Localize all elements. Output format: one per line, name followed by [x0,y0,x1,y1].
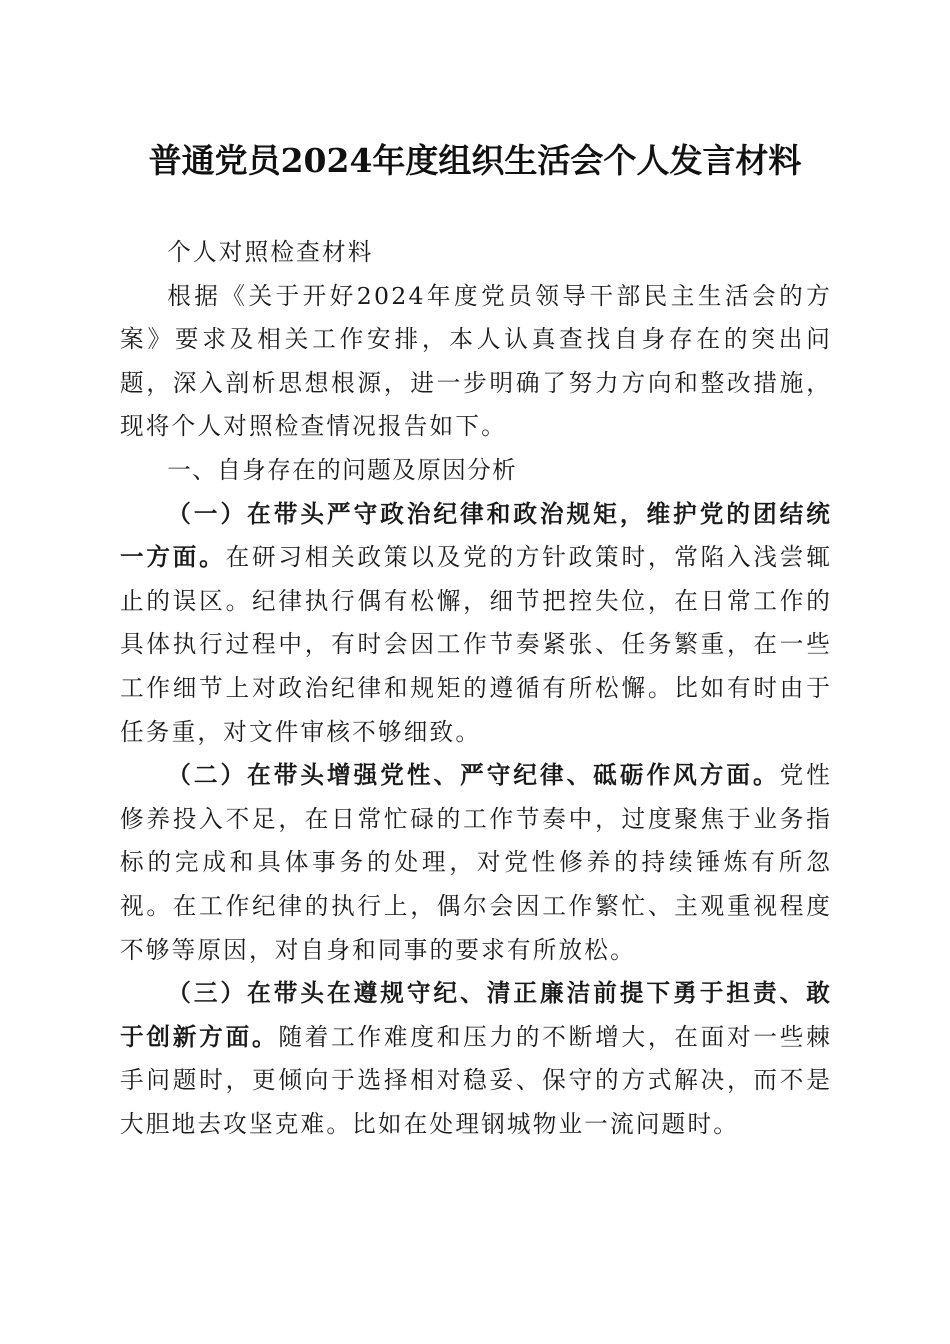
document-title: 普通党员2024年度组织生活会个人发言材料 [148,141,802,180]
item-text: 在研习相关政策以及党的方针政策时，常陷入浅尝辄止的误区。纪律执行偶有松懈，细节把控失位，在日常工作的具体执行过程中，有时会因工作节奏紧张、任务繁重，在一些工作细节上对政治纪律和规矩的遵循有所松懈。比如有时由于任务重，对文件审核不够细致。 [120,543,832,746]
item-lead: （一）在带头严守政治纪律和政治规矩，维护党的团结统一方面。 [120,499,832,572]
item-lead: （三）在带头在遵规守纪、清正廉洁前提下勇于担责、敢于创新方面。 [120,979,832,1051]
document-body [120,231,832,1146]
item-text: 随着工作难度和压力的不断增大，在面对一些棘手问题时，更倾向于选择相对稳妥、保守的方式解决，而不是大胆地去攻坚克难。比如在处理钢城物业一流问题时。 [120,1022,832,1138]
item-text: 党性修养投入不足，在日常忙碌的工作节奏中，过度聚焦于业务指标的完成和具体事务的处理，对党性修养的持续锤炼有所忽视。在工作纪律的执行上，偶尔会因工作繁忙、主观重视程度不够等原因，对自身和同事的要求有所放松。 [120,761,832,964]
item-paragraph-3 [120,972,832,1146]
intro-paragraph: 根据《关于开好2024年度党员领导干部民主生活会的方案》要求及相关工作安排，本人认真查找自身存在的突出问题，深入剖析思想根源，进一步明确了努力方向和整改措施，现将个人对照检查情况报告如下。 [120,281,832,441]
item-paragraph-1 [120,493,832,755]
item-paragraph-2 [120,754,832,972]
subtitle-paragraph: 个人对照检查材料 [167,238,374,266]
item-lead: （二）在带头增强党性、严守纪律、砥砺作风方面。 [167,761,780,790]
section-heading: 一、自身存在的问题及原因分析 [167,455,518,484]
